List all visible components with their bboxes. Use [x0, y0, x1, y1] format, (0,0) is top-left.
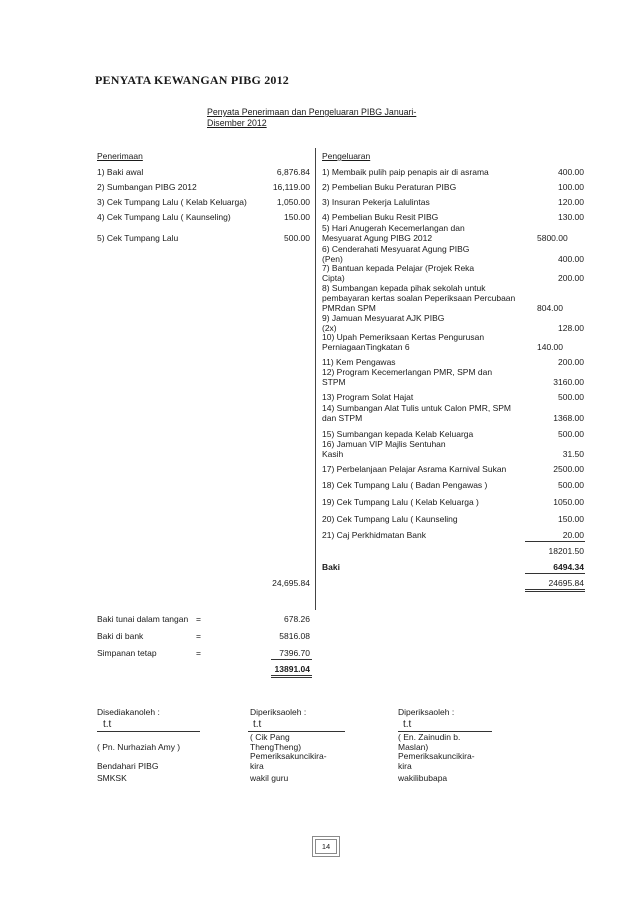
- payment-line: 17) Perbelanjaan Pelajar Asrama Karnival Sukan: [322, 464, 507, 474]
- payment-line: 5) Hari Anugerah Kecemerlangan dan: [322, 223, 465, 233]
- balances-double-rule-bottom: [271, 677, 312, 678]
- payment-line: 3) Insuran Pekerja Lalulintas: [322, 197, 430, 207]
- signature-mark: t.t: [253, 719, 262, 730]
- balances-rule: [271, 659, 312, 660]
- payment-amount: 5800.00: [537, 233, 568, 243]
- receipt-label: 4) Cek Tumpang Lalu ( Kaunseling): [97, 212, 231, 222]
- payment-row: [0, 332, 638, 352]
- signatory-title: kira: [250, 761, 264, 771]
- payment-line: 18) Cek Tumpang Lalu ( Badan Pengawas ): [322, 480, 488, 490]
- payment-description: [322, 212, 638, 222]
- payment-line: 4) Pembelian Buku Resit PIBG: [322, 212, 439, 222]
- balance-row-amount: 678.26: [284, 614, 310, 624]
- payment-row: [0, 464, 638, 474]
- statement-subtitle-period: Disember 2012: [207, 118, 267, 128]
- receipt-label: 1) Baki awal: [97, 167, 144, 177]
- equals-sign: =: [196, 614, 201, 624]
- payment-description: [322, 514, 638, 524]
- payment-row: [0, 167, 638, 177]
- signatory-title: Pemeriksakuncikira-: [398, 751, 475, 761]
- payment-row: [0, 313, 638, 333]
- receipt-label: 2) Sumbangan PIBG 2012: [97, 182, 197, 192]
- payment-line: 6) Cenderahati Mesyuarat Agung PIBG: [322, 244, 470, 254]
- payment-description: [322, 332, 638, 352]
- payment-amount: 31.50: [562, 449, 584, 459]
- balances-double-rule-top: [271, 675, 312, 676]
- payment-amount: 400.00: [558, 167, 584, 177]
- payment-amount: 804.00: [537, 303, 563, 313]
- payment-amount: 1368.00: [553, 413, 584, 423]
- signatory-name: ( Cik Pang: [250, 732, 290, 742]
- balance-row-label: Simpanan tetap: [97, 648, 157, 658]
- payment-amount: 500.00: [558, 392, 584, 402]
- payment-line: PerniagaanTingkatan 6: [322, 342, 410, 352]
- receipts-heading: Penerimaan: [97, 151, 143, 161]
- payment-line: 19) Cek Tumpang Lalu ( Kelab Keluarga ): [322, 497, 479, 507]
- payment-amount: 128.00: [558, 323, 584, 333]
- signatory-title: kira: [398, 761, 412, 771]
- payment-amount: 100.00: [558, 182, 584, 192]
- payment-line: 2) Pembelian Buku Peraturan PIBG: [322, 182, 457, 192]
- signatory-name: ( Pn. Nurhaziah Amy ): [97, 742, 181, 752]
- payments-total: 24695.84: [548, 578, 584, 588]
- payment-row: [0, 263, 638, 283]
- signatory-name: ( En. Zainudin b.: [398, 732, 461, 742]
- document-title: PENYATA KEWANGAN PIBG 2012: [95, 73, 290, 87]
- total-double-rule-top: [525, 589, 585, 590]
- balances-total: 13891.04: [274, 664, 310, 674]
- receipt-amount: 500.00: [284, 233, 310, 243]
- equals-sign: =: [196, 631, 201, 641]
- payment-amount: 20.00: [562, 530, 584, 540]
- payment-row: [0, 429, 638, 439]
- payment-row: [0, 497, 638, 507]
- payment-row: [0, 514, 638, 524]
- balance-row: [0, 614, 638, 624]
- signature-role: Diperiksaoleh :: [398, 707, 455, 717]
- payment-amount: 3160.00: [553, 377, 584, 387]
- payment-line: 11) Kem Pengawas: [322, 357, 396, 367]
- payment-description: [322, 167, 638, 177]
- payment-row: [0, 212, 638, 222]
- receipt-label: 5) Cek Tumpang Lalu: [97, 233, 179, 243]
- payment-description: [322, 244, 638, 264]
- payment-row: [0, 530, 638, 540]
- payment-description: [322, 392, 638, 402]
- payment-description: [322, 223, 638, 243]
- balance-row: [0, 648, 638, 658]
- receipts-total: 24,695.84: [272, 578, 310, 588]
- receipt-amount: 6,876.84: [276, 167, 310, 177]
- payment-row: [0, 439, 638, 459]
- balance-label: Baki: [322, 562, 340, 572]
- payment-row: [0, 182, 638, 192]
- signatory-name: Maslan): [398, 742, 429, 752]
- payment-description: [322, 263, 638, 283]
- balance-row-label: Baki di bank: [97, 631, 144, 641]
- payment-amount: 500.00: [558, 480, 584, 490]
- receipt-amount: 16,119.00: [272, 182, 310, 192]
- payment-amount: 400.00: [558, 254, 584, 264]
- payment-row: [0, 223, 638, 243]
- payment-row: [0, 244, 638, 264]
- payment-row: [0, 283, 638, 313]
- payment-line: Cipta): [322, 273, 345, 283]
- balance-row: [0, 631, 638, 641]
- signatory-title: Pemeriksakuncikira-: [250, 751, 327, 761]
- payment-line: 1) Membaik pulih paip penapis air di asrama: [322, 167, 489, 177]
- payment-line: 21) Caj Perkhidmatan Bank: [322, 530, 426, 540]
- payment-amount: 1050.00: [553, 497, 584, 507]
- page-number: 14: [315, 839, 337, 854]
- page-number-frame: [312, 836, 340, 857]
- signatory-title: wakilibubapa: [398, 773, 448, 783]
- payment-description: [322, 497, 638, 507]
- payment-description: [322, 403, 638, 423]
- payment-amount: 500.00: [558, 429, 584, 439]
- payment-line: Kasih: [322, 449, 344, 459]
- payment-amount: 130.00: [558, 212, 584, 222]
- signature-line: [97, 731, 200, 732]
- payment-amount: 150.00: [558, 514, 584, 524]
- payment-row: [0, 357, 638, 367]
- payment-line: 7) Bantuan kepada Pelajar (Projek Reka: [322, 263, 475, 273]
- payment-description: [322, 367, 638, 387]
- balance-row-label: Baki tunai dalam tangan: [97, 614, 189, 624]
- payment-line: 20) Cek Tumpang Lalu ( Kaunseling: [322, 514, 458, 524]
- payment-description: [322, 530, 638, 540]
- payment-description: [322, 197, 638, 207]
- signature-mark: t.t: [103, 719, 112, 730]
- payment-description: [322, 480, 638, 490]
- payment-description: [322, 182, 638, 192]
- total-double-rule-bottom: [525, 591, 585, 592]
- payment-line: (Pen): [322, 254, 343, 264]
- receipt-label: 3) Cek Tumpang Lalu ( Kelab Keluarga): [97, 197, 247, 207]
- payment-line: STPM: [322, 377, 346, 387]
- payment-line: 8) Sumbangan kepada pihak sekolah untuk: [322, 283, 486, 293]
- balance-rule: [525, 573, 585, 574]
- receipt-amount: 150.00: [284, 212, 310, 222]
- payment-row: [0, 197, 638, 207]
- payment-amount: 120.00: [558, 197, 584, 207]
- payment-line: 16) Jamuan VIP Majlis Sentuhan: [322, 439, 446, 449]
- payment-line: 15) Sumbangan kepada Kelab Keluarga: [322, 429, 474, 439]
- payment-amount: 200.00: [558, 357, 584, 367]
- balance-amount: 6494.34: [553, 562, 584, 572]
- payment-line: 12) Program Kecemerlangan PMR, SPM dan: [322, 367, 493, 377]
- payment-line: 9) Jamuan Mesyuarat AJK PIBG: [322, 313, 445, 323]
- signature-mark: t.t: [403, 719, 412, 730]
- signatory-title: Bendahari PIBG: [97, 761, 159, 771]
- payment-row: [0, 392, 638, 402]
- payment-amount: 200.00: [558, 273, 584, 283]
- payment-line: 10) Upah Pemeriksaan Kertas Pengurusan: [322, 332, 485, 342]
- signatory-name: ThengTheng): [250, 742, 302, 752]
- balance-row-amount: 5816.08: [279, 631, 310, 641]
- payment-line: 13) Program Solat Hajat: [322, 392, 414, 402]
- payment-row: [0, 403, 638, 423]
- payment-amount: 140.00: [537, 342, 563, 352]
- payment-amount: 2500.00: [553, 464, 584, 474]
- equals-sign: =: [196, 648, 201, 658]
- payment-description: [322, 313, 638, 333]
- payment-description: [322, 429, 638, 439]
- signatory-title: wakil guru: [250, 773, 289, 783]
- payment-line: 14) Sumbangan Alat Tulis untuk Calon PMR, SPM: [322, 403, 511, 413]
- subtotal-rule: [525, 541, 585, 542]
- signatory-title: SMKSK: [97, 773, 127, 783]
- payment-description: [322, 439, 638, 459]
- payments-subtotal: 18201.50: [548, 546, 584, 556]
- signature-role: Diperiksaoleh :: [250, 707, 307, 717]
- payment-line: pembayaran kertas soalan Peperiksaan Percubaan: [322, 293, 516, 303]
- payment-row: [0, 367, 638, 387]
- payment-row: [0, 480, 638, 490]
- payment-line: dan STPM: [322, 413, 363, 423]
- payment-description: [322, 357, 638, 367]
- payment-line: (2x): [322, 323, 337, 333]
- balance-row-amount: 7396.70: [279, 648, 310, 658]
- payments-heading: Pengeluaran: [322, 151, 371, 161]
- statement-subtitle: Penyata Penerimaan dan Pengeluaran PIBG Januari-: [207, 107, 417, 117]
- payment-line: PMRdan SPM: [322, 303, 376, 313]
- payment-description: [322, 464, 638, 474]
- payment-description: [322, 283, 638, 313]
- receipt-amount: 1,050.00: [276, 197, 310, 207]
- payment-line: Mesyuarat Agung PIBG 2012: [322, 233, 433, 243]
- signature-role: Disediakanoleh :: [97, 707, 160, 717]
